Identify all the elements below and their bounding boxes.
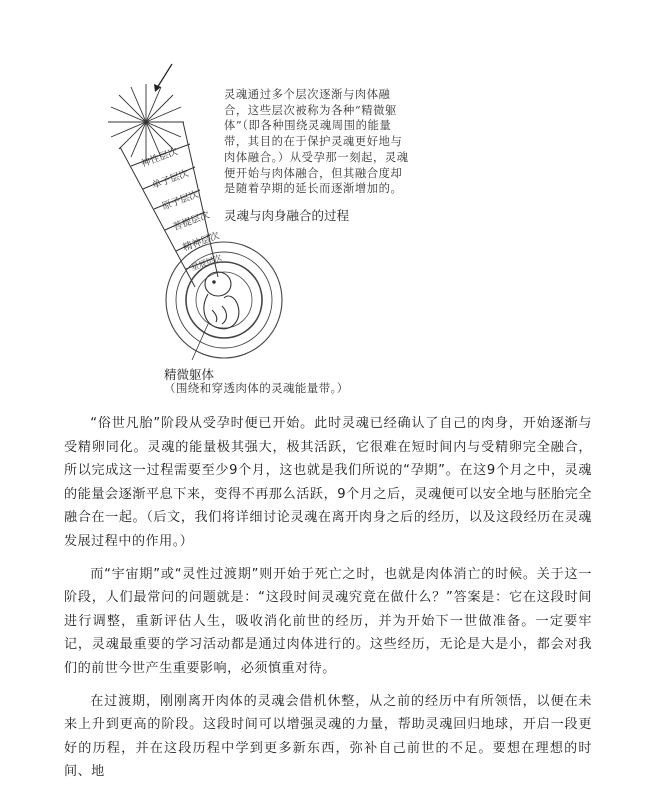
caption-subtitle: （围绕和穿透肉体的灵魂能量带。） (164, 381, 349, 395)
figure-side-note (224, 87, 409, 197)
figure-title: 灵魂与肉身融合的过程 (224, 208, 350, 223)
embryo-icon (204, 272, 239, 329)
incoming-arrow-icon (154, 64, 172, 92)
caption-title: 精微躯体 (164, 367, 215, 382)
subtle-body-circles (166, 242, 282, 358)
layer-label-buddhic: 菩提层次 (171, 209, 212, 234)
layer-label-mental: 精神层次 (181, 230, 222, 254)
layer-label-monad: 单子层次 (150, 168, 191, 192)
body-paragraph: 在过渡期，刚刚离开肉体的灵魂会借机休整，从之前的经历中有所领悟，以便在未来上升到更高的阶段。这段时间可以增强灵魂的力量，帮助灵魂回归地球，开启一段更好的历程，并在这段历程中学到更多新东西，弥补自己前世的不足。要想在理想的时间、地 (64, 693, 592, 780)
side-note-text: 灵魂通过多个层次逐渐与肉体融合，这些层次被称为各种“精微躯体”（即各种围绕灵魂周围的能量带，其目的在于保护灵魂更好地与肉体融合。）从受孕那一刻起，灵魂便开始与肉体融合，但其融合度却是随着孕期的延长而逐渐增加的。 (224, 88, 409, 196)
layer-label-divine: 神性层次 (139, 146, 180, 170)
layer-label-atomic: 原子层次 (160, 189, 201, 213)
body-paragraph: “俗世凡胎”阶段从受孕时便已开始。此时灵魂已经确认了自己的肉身，开始逐渐与受精卵同化。灵魂的能量极其强大，极其活跃，它很难在短时间内与受精卵完全融合，所以完成这一过程需要至少9个月，这也就是我们所说的“孕期”。在这9个月之中，灵魂的能量会逐渐平息下来，变得不再那么活跃，9个月之后，灵魂便可以安全地与胚胎完全融合在一起。（后文，我们将详细讨论灵魂在离开肉身之后的经历，以及这段经历在灵魂发展过程中的作用。） (64, 416, 592, 549)
layer-label-astral: 星辰层次 (189, 253, 223, 273)
body-text (64, 412, 592, 793)
body-paragraph: 而“宇宙期”或“灵性过渡期”则开始于死亡之时，也就是肉体消亡的时候。关于这一阶段，人们最常问的问题就是：“这段时间灵魂究竟在做什么？”答案是：它在这段时间进行调整，重新评估人生，吸收消化前世的经历，并为开始下一世做准备。一定要牢记，灵魂最重要的学习活动都是通过肉体进行的。这些经历，无论是大是小，都会对我们的前世今世产生重要影响，必须慎重对待。 (64, 566, 592, 676)
